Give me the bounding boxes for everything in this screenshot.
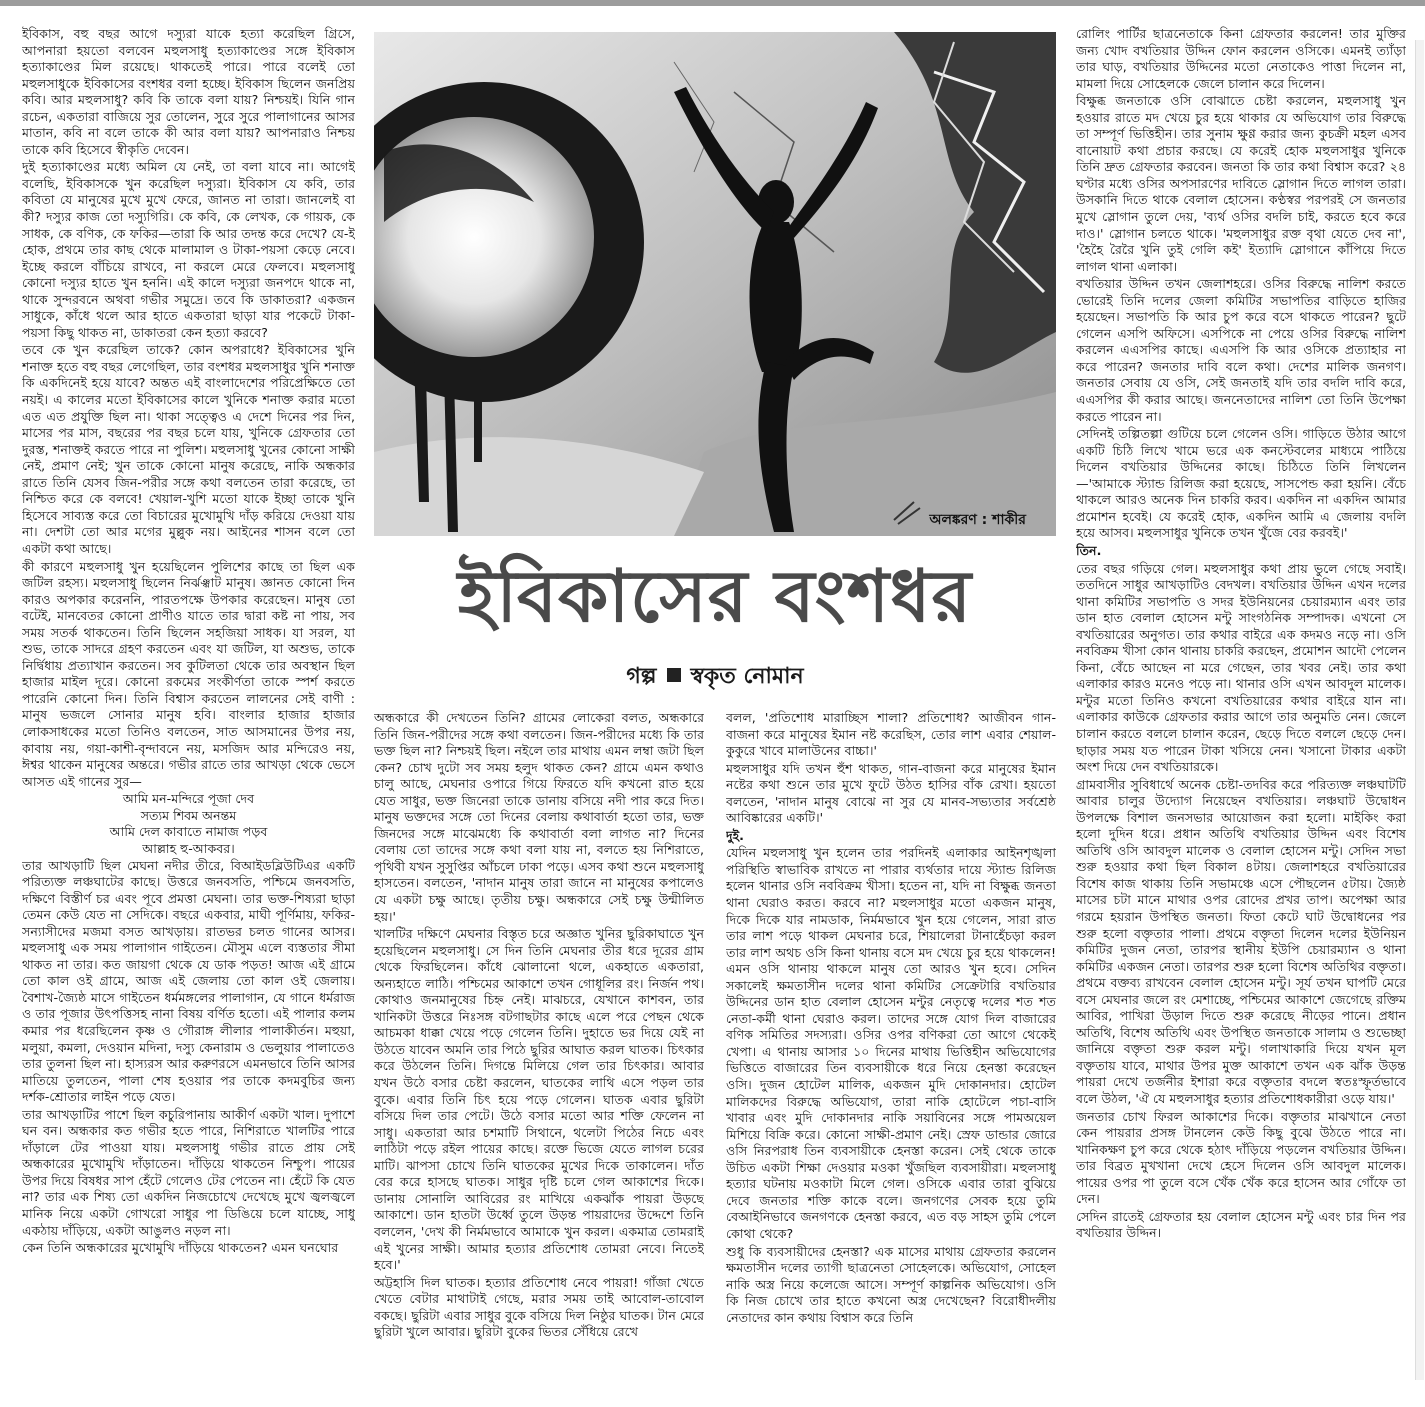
- paragraph: যেদিন মহুলসাধু খুন হলেন তার পরদিনই এলাকার আইনশৃঙ্খলা পরিস্থিতি স্বাভাবিক রাখতে না পারার ব্যর্থতার দায়ে স্ট্যান্ড রিলিজ হলেন থানার ওসি নববিক্রম খীসা। হতেন না, যদি না বিক্ষুব্ধ জনতা থানা ঘেরাও করত। করবে না? মহুলসাধুর মতো একজন মানুষ, দিকে দিকে যার নামডাক, নির্মমভাবে খুন হয়ে গেলেন, সারা রাত তার লাশ পড়ে থাকল মেঘনার চরে, শিয়ালেরা টানাহেঁচড়া করল তার লাশ অথচ ওসি কিনা থানায় বসে মদ খেয়ে চুর হয়ে থাকলেন! এমন ওসি থানায় থাকলে মানুষ তো আরও খুন হবে। সেদিন সকালেই ক্ষমতাসীন দলের থানা কমিটির সেক্রেটারি বখতিয়ার উদ্দিনের ডান হাত বেলাল হোসেন মন্টুর নেতৃত্বে দলের শত শত নেতা-কর্মী থানা ঘেরাও করল। তাদের সঙ্গে যোগ দিল বাজারের বণিক সমিতির সদস্যরা। ওসির ওপর বণিকরা তো আগে থেকেই খেপা। এ থানায় আসার ১০ দিনের মাথায় ভিত্তিহীন অভিযোগের ভিত্তিতে বাজারের তিন ব্যবসায়ীকে ধরে নিয়ে হেনস্তা করেছেন ওসি। দুজন হোটেল মালিক, একজন মুদি দোকানদার। হোটেল মালিকদের বিরুদ্ধে অভিযোগ, তারা নাকি হোটেলে পচা-বাসি খাবার এবং মুদি দোকানদার নাকি সয়াবিনের সঙ্গে পামঅয়েল মিশিয়ে বিক্রি করে। কোনো সাক্ষী-প্রমাণ নেই। স্রেফ ডান্ডার জোরে ওসি নিরপরাধ তিন ব্যবসায়ীকে হেনস্তা করেন। সেই থেকে তাকে উচিত একটা শিক্ষা দেওয়ার মওকা খুঁজছিল ব্যবসায়ীরা। মহুলসাধু হত্যার ঘটনায় মওকাটা মিলে গেল। ওসিকে এবার তারা বুঝিয়ে দেবে জনতার শক্তি কাকে বলে। জনগণের সেবক হয়ে তুমি বেআইনিভাবে জনগণকে হেনস্তা করবে, এত বড় সাহস তুমি পেলে কোথা থেকে?: [726, 845, 1056, 1241]
- verse-line: আমি দেল কাবাতে নামাজ পড়ব: [109, 824, 268, 840]
- paragraph: তবে কে খুন করেছিল তাকে? কোন অপরাধে? ইবিকাসের খুনি শনাক্ত হতে বহু বছর লেগেছিল, তার বংশধর মহুলসাধুর খুনি শনাক্ত কি একদিনেই হয়ে যাবে? অন্তত এই বাংলাদেশের পরিপ্রেক্ষিতে তো নয়ই। এ কালের মতো ইবিকাসের কালে খুনিকে শনাক্ত করার মতো এত এত প্রযুক্তি ছিল না। থাকা সত্ত্বেও এ দেশে দিনের পর দিন, মাসের পর মাস, বছরের পর বছর চলে যায়, খুনিকে গ্রেফতার তো দুরস্ত, শনাক্তই করতে পারে না পুলিশ। মহুলসাধু খুনের কোনো সাক্ষী নেই, প্রমাণ নেই; খুন তাকে কোনো মানুষ করেছে, নাকি অন্ধকার রাতে তিনি যেসব জিন-পরীর সঙ্গে কথা বলতেন তারা করেছে, তা নিশ্চিত করে কে বলবে! খেয়াল-খুশি মতো যাকে ইচ্ছা তাকে খুনি হিসেবে সাব্যস্ত করে তো বিচারের মুখোমুখি দাঁড় করিয়ে দেওয়া যায় না। দেশটা তো আর মগের মুল্লুক নয়। আইনের শাসন বলে তো একটা কথা আছে।: [22, 342, 355, 556]
- paragraph: সেদিন রাতেই গ্রেফতার হয় বেলাল হোসেন মন্টু এবং চার দিন পর বখতিয়ার উদ্দিন।: [1076, 1208, 1406, 1241]
- paragraph: বখতিয়ার উদ্দিন তখন জেলাশহরে। ওসির বিরুদ্ধে নালিশ করতে ভোরেই তিনি দলের জেলা কমিটির সভাপতির বাড়িতে হাজির হয়েছেন। সভাপতি কি আর চুপ করে বসে থাকতে পারেন? ছুটে গেলেন এসপি অফিসে। এসপিকে না পেয়ে ওসির বিরুদ্ধে নালিশ করলেন এএসপির কাছে। এএসপি কি আর ওসিকে প্রত্যাহার না করে পারেন? জনতার দাবি বলে কথা। দেশের মালিক জনগণ। জনতার সেবায় যে ওসি, সেই জনতাই যদি তার বদলি দাবি করে, এএসপির কী করার আছে। জননেতাদের নালিশ তো তিনি উপেক্ষা করতে পারেন না।: [1076, 276, 1406, 424]
- author-name: স্বকৃত নোমান: [690, 664, 804, 689]
- illustration-artwork: [374, 32, 1056, 536]
- genre-label: গল্প: [626, 664, 657, 689]
- verse-line: আল্লাহ হু-আকবর।: [142, 840, 235, 856]
- paragraph: কী কারণে মহুলসাধু খুন হয়েছিলেন পুলিশের কাছে তা ছিল এক জটিল রহস্য। মহুলসাধু ছিলেন নির্ঝঞ্ঝাট মানুষ। জ্ঞানত কোনো দিন কারও অপকার করেননি, পারতপক্ষে উপকার করেছেন। মানুষ তো বটেই, মানবেতর কোনো প্রাণীও যাতে তার দ্বারা কষ্ট না পায়, সব সময় সতর্ক থাকতেন। তিনি ছিলেন সহজিয়া সাধক। যা সরল, যা শুভ, তাকে সাদরে গ্রহণ করতেন এবং যা জটিল, যা অশুভ, তাকে নির্দ্বিধায় প্রত্যাখান করতেন। সব কুটিলতা থেকে তার অবস্থান ছিল হাজার মাইল দূরে। কোনো রকমের সংকীর্ণতা তাকে স্পর্শ করতে পারেনি কোনো দিন। তিনি বিশ্বাস করতেন লালনের সেই বাণী : মানুষ ভজলে সোনার মানুষ হবি। বাংলার হাজার হাজার লোকসাধকের মতো তিনিও বলতেন, সাত আসমানের উপর নয়, কাবায় নয়, গয়া-কাশী-বৃন্দাবনে নয়, মসজিদ আর মন্দিরেও নয়, ঈশ্বর থাকেন মানুষের অন্তরে। গভীর রাতে তার আখড়া থেকে ভেসে আসত এই গানের সুর—: [22, 558, 355, 789]
- paragraph: বলল, 'প্রতিশোধ মারাচ্ছিস শালা? প্রতিশোধ? আজীবন গান-বাজনা করে মানুষের ইমান নষ্ট করেছিস, তোর লাশ এবার শেয়াল-কুকুরে খাবে মালাউনের বাচ্চা।': [726, 710, 1056, 759]
- square-separator-icon: [667, 668, 681, 682]
- paragraph: বিক্ষুব্ধ জনতাকে ওসি বোঝাতে চেষ্টা করলেন, মহুলসাধু খুন হওয়ার রাতে মদ খেয়ে চুর হয়ে থাকার যে অভিযোগ তার বিরুদ্ধে তা সম্পূর্ণ ভিত্তিহীন। তার সুনাম ক্ষুণ্ণ করার জন্য কুচক্রী মহল এসব বানোয়াট কথা প্রচার করছে। যে করেই হোক মহুলসাধুর খুনিকে তিনি দ্রুত গ্রেফতার করবেন। জনতা কি তার কথা বিশ্বাস করে? ২৪ ঘণ্টার মধ্যে ওসির অপসারণের দাবিতে স্লোগান দিতে লাগল তারা। উসকানি দিতে থাকে বেলাল হোসেন। কণ্ঠস্বর পরপরই সে জনতার মুখে স্লোগান তুলে দেয়, 'ব্যর্থ ওসির বদলি চাই, করতে হবে করে দাও।' স্লোগান চলতে থাকে। 'মহুলসাধুর রক্ত বৃথা যেতে দেব না', 'হৈহৈ রৈরৈ খুনি তুই গেলি কই' ইত্যাদি স্লোগানে কাঁপিয়ে দিতে লাগল থানা এলাকা।: [1076, 93, 1406, 274]
- paragraph: তার আখড়াটির পাশে ছিল কচুরিপানায় আকীর্ণ একটা খাল। দুপাশে ঘন বন। অন্ধকার কত গভীর হতে পারে, নিশিরাতে খালটির পারে দাঁড়ালে টের পাওয়া যায়। মহুলসাধু গভীর রাতে প্রায় সেই অন্ধকারের মুখোমুখি দাঁড়াতেন। দাঁড়িয়ে থাকতেন নিশ্চুপ। পায়ের উপর দিয়ে বিষধর সাপ হেঁটে গেলেও টের পেতেন না। হেঁটে কি যেত না? তার এক শিষ্য তো একদিন নিজচোখে দেখেছে মুখে জ্বলজ্বলে মানিক নিয়ে একটা গোখরো সাধুর পা ডিঙিয়ে চলে যাচ্ছে, সাধু একঠায় দাঁড়িয়ে, একটা আঙুলও নড়ল না।: [22, 1106, 355, 1238]
- paragraph: মহুলসাধুর যদি তখন হুঁশ থাকত, গান-বাজনা করে মানুষের ইমান নষ্টের কথা শুনে তার মুখে ফুটে উঠত হাসির বাঁক রেখা। হয়তো বলতেন, 'নাদান মানুষ বোঝে না সুর যে মানব-সভ্যতার সর্বশ্রেষ্ঠ আবিষ্কারের একটি।': [726, 760, 1056, 826]
- column-4: [1076, 26, 1406, 1396]
- paragraph: দুই হত্যাকাণ্ডের মধ্যে অমিল যে নেই, তা বলা যাবে না। আগেই বলেছি, ইবিকাসকে খুন করেছিল দস্যুরা। ইবিকাস যে কবি, তার কবিতা যে মানুষের মুখে মুখে ফেরে, জানত না তারা। জানলেই বা কী? দস্যুর কাজ তো দস্যুগিরি। কে কবি, কে লেখক, কে গায়ক, কে সাধক, কে বণিক, কে ফকির—তারা কি আর তদন্ত করে দেখে? যে-ই হোক, প্রথমে তার কাছ থেকে মালামাল ও টাকা-পয়সা কেড়ে নেবে। ইচ্ছে করলে বাঁচিয়ে রাখবে, না করলে মেরে ফেলবে। মহুলসাধু কোনো দস্যুর হাতে খুন হননি। এই কালে দস্যুরা জনপদে থাকে না, থাকে সুন্দরবনে অথবা গভীর সমুদ্রে। তবে কি ডাকাতরা? একজন সাধুকে, কাঁধে থলে আর হাতে একতারা ছাড়া যার পকেটে টাকা-পয়সা কিছু থাকত না, ডাকাতরা কেন হত্যা করবে?: [22, 159, 355, 340]
- column-1: [22, 26, 355, 1396]
- paragraph: সেদিনই তল্পিতল্পা গুটিয়ে চলে গেলেন ওসি। গাড়িতে উঠার আগে একটি চিঠি লিখে খামে ভরে এক কনস্টেবলের মাধ্যমে পাঠিয়ে দিলেন বখতিয়ার উদ্দিনের কাছে। চিঠিতে তিনি লিখলেন—'আমাকে স্ট্যান্ড রিলিজ করা হয়েছে, সাসপেন্ড করা হয়নি। বেঁচে থাকলে আরও অনেক দিন চাকরি করব। একদিন না একদিন আমার প্রমোশন হবেই। যে করেই হোক, একদিন আমি এ জেলায় বদলি হয়ে আসব। মহুলসাধুর খুনিকে তখন খুঁজে বের করবই।': [1076, 426, 1406, 541]
- verse-line: আমি মন-মন্দিরে পূজা দেব: [122, 791, 255, 807]
- paragraph: রোলিং পার্টির ছাত্রনেতাকে কিনা গ্রেফতার করলেন! তার মুক্তির জন্য খোদ বখতিয়ার উদ্দিন ফোন করলেন ওসিকে। এমনই ত্যাঁড়া তার ঘাড়, বখতিয়ার উদ্দিনের মতো নেতাকেও পাত্তা দিলেন না, মামলা দিয়ে সোহেলকে জেলে চালান করে দিলেন।: [1076, 26, 1406, 91]
- paragraph: খালটির দক্ষিণে মেঘনার বিস্তৃত চরে অজ্ঞাত খুনির ছুরিকাঘাতে খুন হয়েছিলেন মহুলসাধু। সে দিন তিনি মেঘনার তীর ধরে দূরের গ্রাম থেকে ফিরছিলেন। কাঁধে ঝোলানো থলে, একহাতে একতারা, অন্যহাতে লাঠি। পশ্চিমের আকাশে তখন গোধূলির রং। নির্জন পথ। কোথাও জনমানুষের চিহ্ন নেই। মাঝচরে, যেখানে কাশবন, তার খানিকটা উত্তরে নিঃসঙ্গ বটগাছটার কাছে এলে পরে পেছন থেকে আচমকা ধাক্কা খেয়ে পড়ে গেলেন তিনি। দুহাতে ভর দিয়ে যেই না উঠতে যাবেন অমনি তার পিঠে ছুরির আঘাত করল ঘাতক। চিৎকার করে উঠলেন তিনি। দিগন্তে মিলিয়ে গেল তার চিৎকার। আবার যখন উঠে বসার চেষ্টা করলেন, ঘাতকের লাথি এসে পড়ল তার বুকে। এবার তিনি চিৎ হয়ে পড়ে গেলেন। ঘাতক এবার ছুরিটা বসিয়ে দিল তার পেটে। উঠে বসার মতো আর শক্তি ফেলেন না সাধু। একতারা আর চশমাটি সিথানে, থলেটা পিঠের নিচে এবং লাঠিটা পড়ে রইল পায়ের কাছে। রক্তে ভিজে যেতে লাগল চরের মাটি। ঝাপসা চোখে তিনি ঘাতকের মুখের দিকে তাকালেন। দাঁত বের করে হাসছে ঘাতক। সাধুর দৃষ্টি চলে গেল আকাশের দিকে। ডানায় সোনালি আবিরের রং মাখিয়ে একঝাঁক পায়রা উড়ছে আকাশে। ডান হাতটা উর্ধ্বে তুলে উড়ন্ত পায়রাদের উদ্দেশে তিনি বললেন, 'দেখ কী নির্মমভাবে আমাকে খুন করল। একমাত্র তোমরাই এই খুনের সাক্ষী। আমার হত্যার প্রতিশোধ তোমরা নেবে। নিতেই হবে।': [374, 926, 704, 1273]
- column-3: [726, 710, 1056, 1386]
- story-illustration: [374, 32, 1056, 536]
- story-headline: ইবিকাসের বংশধর: [457, 553, 973, 638]
- paragraph: শুধু কি ব্যবসায়ীদের হেনস্তা? এক মাসের মাথায় গ্রেফতার করলেন ক্ষমতাসীন দলের ত্যাগী ছাত্রনেতা সোহেলকে। অভিযোগ, সোহেল নাকি অস্ত্র নিয়ে কলেজে আসে। সম্পূর্ণ কাল্পনিক অভিযোগ। ওসি কি নিজ চোখে তার হাতে কখনো অস্ত্র দেখেছেন? বিরোধীদলীয় নেতাদের কান কথায় বিশ্বাস করে তিনি: [726, 1243, 1056, 1325]
- section-heading: তিন.: [1076, 542, 1102, 558]
- paragraph: গ্রামবাসীর সুবিধার্থে অনেক চেষ্টা-তদবির করে পরিত্যক্ত লঞ্চঘাটটি আবার চালুর উদ্যোগ নিয়েছেন বখতিয়ার। লঞ্চঘাট উদ্বোধন উপলক্ষে বিশাল জনসভার আয়োজন করা হলো। মাইকিং করা হলো দুদিন ধরে। প্রধান অতিথি বখতিয়ার উদ্দিন এবং বিশেষ অতিথি ওসি আবদুল মালেক ও বেলাল হোসেন মন্টু। সেদিন সভা শুরু হওয়ার কথা ছিল বিকাল ৪টায়। জেলাশহরে বখতিয়ারের বিশেষ কাজ থাকায় তিনি সভামঞ্চে এসে পৌছলেন ৫টায়। জ্যৈষ্ঠ মাসের চটা মানে মাথার ওপর রোদের প্রখর তাপ। অপেক্ষা আর গরমে হয়রান উপস্থিত জনতা। ফিতা কেটে ঘাট উদ্বোধনের পর শুরু হলো বক্তৃতার পালা। প্রথমে বক্তৃতা দিলেন দলের ইউনিয়ন কমিটির দুজন নেতা, তারপর স্থানীয় ইউপি চেয়ারম্যান ও থানা কমিটির একজন নেতা। তারপর শুরু হলো বিশেষ অতিথির বক্তৃতা। প্রথমে বক্তব্য রাখবেন বেলাল হোসেন মন্টু। সূর্য তখন ঘাপটি মেরে বসে মেঘনার জলে রং মেশাচ্ছে, পশ্চিমের আকাশে জেগেছে রক্তিম আবির, পাখিরা উড়াল দিতে শুরু করেছে নীড়ের পানে। প্রধান অতিথি, বিশেষ অতিথি এবং উপস্থিত জনতাকে সালাম ও শুভেচ্ছা জানিয়ে বক্তৃতা শুরু করল মন্টু। গলাখাকারি দিয়ে যখন মূল বক্তৃতায় যাবে, মাথার উপর মুক্ত আকাশে তখন এক ঝাঁক উড়ন্ত পায়রা দেখে তর্জনীর ইশারা করে বক্তৃতার বদলে স্বতঃস্ফূর্তভাবে বলে উঠল, 'ঐ যে মহুলসাধুর হত্যার প্রতিশোধকারীরা ওড়ে যায়।': [1076, 776, 1406, 1106]
- paragraph: ইবিকাস, বহু বছর আগে দস্যুরা যাকে হত্যা করেছিল গ্রিসে, আপনারা হয়তো বলবেন মহুলসাধু হত্যাকাণ্ডের সঙ্গে ইবিকাস হত্যাকাণ্ডের মিল রয়েছে। থাকতেই পারে। পারে বলেই তো মহুলসাধুকে ইবিকাসের বংশধর বলা হচ্ছে। ইবিকাস ছিলেন জনপ্রিয় কবি। আর মহুলসাধু? কবি কি তাকে বলা যায়? নিশ্চয়ই। যিনি গান রচেন, একতারা বাজিয়ে সুর তোলেন, সুরে সুরে পালাগানের আসর মাতান, কবি না বলে তাকে কী আর বলা যায়? আপনারাও নিশ্চয় তাকে কবি হিসেবে স্বীকৃতি দেবেন।: [22, 26, 355, 157]
- page-scrollbar[interactable]: [1415, 40, 1424, 1380]
- paragraph: অট্টহাসি দিল ঘাতক। হত্যার প্রতিশোধ নেবে পায়রা! গাঁজা খেতে খেতে বেটার মাথাটাই গেছে, মরার সময় তাই আবোল-তাবোল বকছে। ছুরিটা এবার সাধুর বুকে বসিয়ে দিল নিষ্ঠুর ঘাতক। টান মেরে ছুরিটা খুলে আবার। ছুরিটা বুকের ভিতর সেঁধিয়ে রেখে: [374, 1274, 704, 1340]
- illustration-credit: অলঙ্করণ : শাকীর: [929, 512, 1026, 528]
- verse-line: সত্যম শিবম অনন্তম: [140, 807, 237, 823]
- paragraph: কেন তিনি অন্ধকারের মুখোমুখি দাঁড়িয়ে থাকতেন? এমন ঘনঘোর: [22, 1240, 339, 1256]
- section-heading: দুই.: [726, 827, 744, 843]
- song-verse: [22, 791, 355, 857]
- top-rule: [0, 0, 1425, 6]
- paragraph: জনতার চোখ ফিরল আকাশের দিকে। বক্তৃতার মাঝখানে নেতা কেন পায়রার প্রসঙ্গ টানলেন কেউ কিছু বুঝে উঠতে পারে না। খানিকক্ষণ চুপ করে থেকে হঠাৎ দাঁড়িয়ে পড়লেন বখতিয়ার উদ্দিন। তার বিব্রত মুখখানা দেখে হেসে দিলেন ওসি আবদুল মালেক। পায়ের ওপর পা তুলে বসে খেঁক খেঁক করে হাসেন আর গোঁফে তা দেন।: [1076, 1108, 1406, 1207]
- byline: [374, 662, 1056, 692]
- paragraph: অন্ধকারে কী দেখতেন তিনি? গ্রামের লোকেরা বলত, অন্ধকারে তিনি জিন-পরীদের সঙ্গে কথা বলতেন। জিন-পরীদের মধ্যে কি তার ভক্ত ছিল না? নিশ্চয়ই ছিল। নইলে তার মাথায় এমন লম্বা জটা ছিল কেন? চোখ দুটো সব সময় হলুদ থাকত কেন? গ্রামে এমন কথাও চালু আছে, মেঘনার ওপারে গিয়ে ফিরতে যদি কখনো রাত হয়ে যেত সাধুর, ভক্ত জিনেরা তাকে ডানায় বসিয়ে নদী পার করে দিত। মানুষ ভক্তদের সঙ্গে তো দিনের বেলায় কথাবার্তা হতো তার, ভক্ত জিনদের সঙ্গে মাঝেমধ্যে কি কথাবার্তা বলা লাগত না? দিনের বেলায় তো তাদের সঙ্গে কথা বলা যায় না, বলতে হয় নিশিরাতে, পৃথিবী যখন সুসুপ্তির আঁচলে ঢাকা পড়ে। এসব কথা শুনে মহুলসাধু হাসতেন। বলতেন, 'নাদান মানুষ তারা জানে না মানুষের কপালেও যে একটা চক্ষু আছে। তৃতীয় চক্ষু। অন্ধকারে সেই চক্ষু উন্মীলিত হয়।': [374, 710, 704, 924]
- paragraph: তার আখড়াটি ছিল মেঘনা নদীর তীরে, বিআইডব্লিউটিএর একটি পরিত্যক্ত লঞ্চঘাটের কাছে। উত্তরে জনবসতি, পশ্চিমে জনবসতি, দক্ষিণে বিস্তীর্ণ চর এবং পূবে প্রমত্তা মেঘনা। তার ভক্ত-শিষ্যরা ছাড়া তেমন কেউ যেত না সেদিকে। বছরে একবার, মাঘী পূর্ণিমায়, ফকির-সন্যাসীদের মজমা বসত আখড়ায়। রাতভর চলত গানের আসর। মহুলসাধু এক সময় পালাগান গাইতেন। মৌসুম এলে ব্যস্ততার সীমা থাকত না তার। কত জায়গা থেকে যে ডাক পড়ত! আজ এই গ্রামে তো কাল ওই গ্রামে, আজ এই জেলায় তো কাল ওই জেলায়। বৈশাখ-জ্যৈষ্ঠ মাসে গাইতেন ধর্মমঙ্গলের পালাগান, যে গানে ধর্মরাজ ও তার পূজার উৎপত্তিসহ নানা বিষয় বর্ণিত হতো। এই পালার কলম কমার পর ধরেছিলেন কৃষ্ণ ও গৌরাঙ্গ লীলার পালাকীর্তন। মহুয়া, মলুয়া, কমলা, দেওয়ান মদিনা, দস্যু কেনারাম ও ভেলুয়ার পালাতেও তার তুলনা ছিল না। হাস্যরস আর করুণরসে এমনভাবে তিনি আসর মাতিয়ে তুলতেন, পালা শেষ হওয়ার পর তাকে কদমবুচির জন্য দর্শক-শ্রোতার লাইন পড়ে যেত।: [22, 857, 355, 1105]
- column-2: [374, 710, 704, 1386]
- paragraph: তের বছর গড়িয়ে গেল। মহুলসাধুর কথা প্রায় ভুলে গেছে সবাই। ততদিনে সাধুর আখড়াটিও বেদখল। বখতিয়ার উদ্দিন এখন দলের থানা কমিটির সভাপতি ও সদর ইউনিয়নের চেয়ারম্যান এবং তার ডান হাত বেলাল হোসেন মন্টু সাংগঠনিক সম্পাদক। এখনো সে বখতিয়ারের অনুগত। তার কথার বাইরে এক কদমও নড়ে না। ওসি নববিক্রম খীসা কোন থানায় চাকরি করছেন, প্রমোশন আদৌ পেলেন কিনা, বেঁচে আছেন না মরে গেছেন, তার খবর নেই। তার কথা এলাকার কারও মনেও পড়ে না। থানার ওসি এখন আবদুল মালেক। মন্টুর মতো তিনিও কখনো বখতিয়ারের কথার বাইরে যান না। এলাকার কাউকে গ্রেফতার করার আগে তার অনুমতি নেন। জেলে চালান করতে বললে চালান করেন, ছেড়ে দিতে বললে ছেড়ে দেন। ছাড়ার সময় যত পারেন টাকা খসিয়ে নেন। খসানো টাকার একটা অংশ দিয়ে দেন বখতিয়ারকে।: [1076, 560, 1406, 775]
